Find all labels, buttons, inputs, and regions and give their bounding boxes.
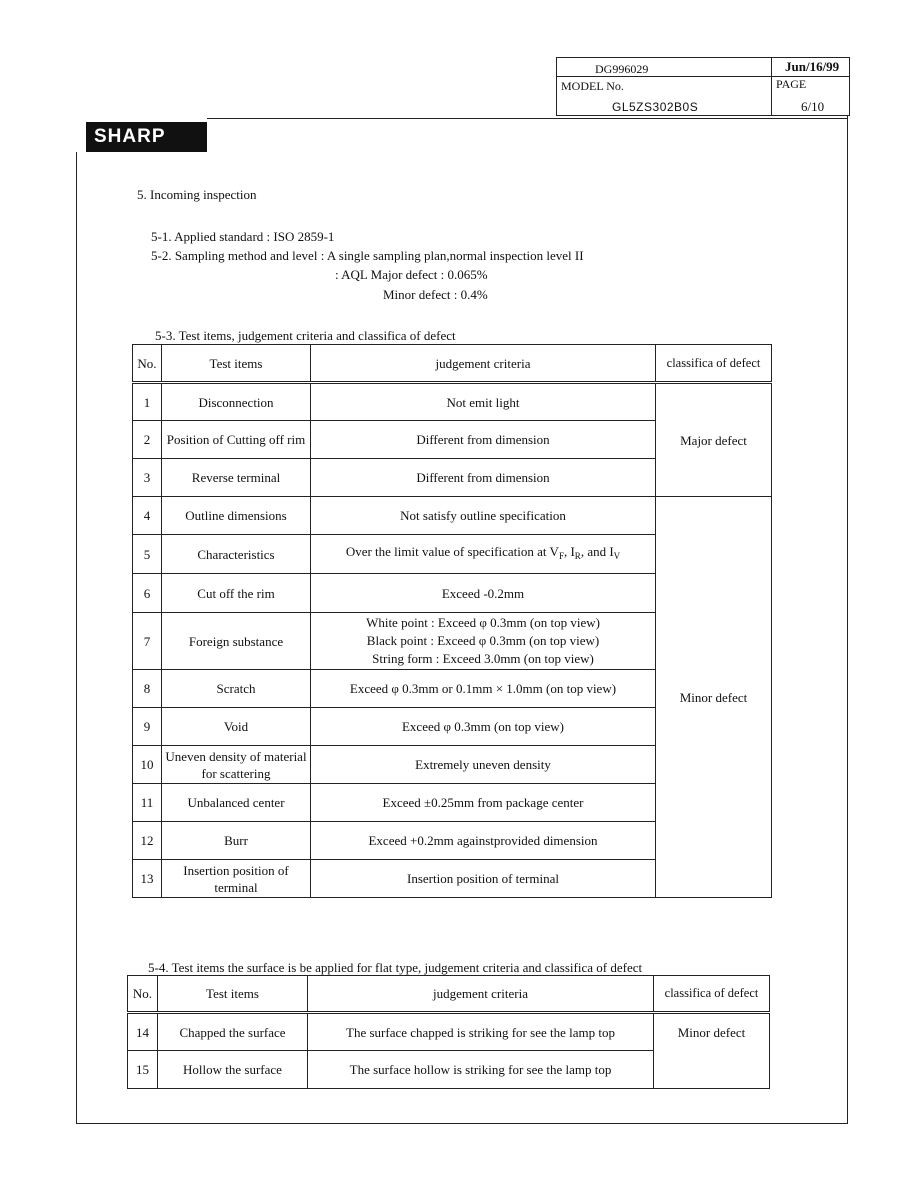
col-header-classification: classifica of defect [656, 345, 772, 383]
criteria: The surface hollow is striking for see the lamp top [308, 1051, 654, 1089]
test-item: Cut off the rim [162, 574, 311, 613]
row-number: 3 [133, 459, 162, 497]
table-row [128, 1013, 770, 1051]
criteria-sep: , I [563, 544, 575, 559]
subscript-r: R [574, 551, 581, 561]
criteria: Exceed φ 0.3mm (on top view) [311, 708, 656, 746]
row-number: 10 [133, 746, 162, 784]
col-header-classification: classifica of defect [654, 976, 770, 1013]
col-header-no: No. [128, 976, 158, 1013]
test-item: Insertion position of terminal [162, 860, 311, 898]
criteria-line: Black point : Exceed φ 0.3mm (on top view) [366, 633, 600, 648]
model-number: GL5ZS302B0S [612, 100, 699, 114]
inspection-table [132, 344, 772, 898]
aql-major: : AQL Major defect : 0.065% [335, 267, 488, 282]
frame-top-rule [207, 118, 848, 119]
test-item: Uneven density of material for scattering [162, 746, 311, 784]
test-item: Disconnection [162, 383, 311, 421]
test-item: Void [162, 708, 311, 746]
criteria: Different from dimension [311, 459, 656, 497]
criteria [311, 613, 656, 670]
frame-right-rule [847, 116, 848, 1124]
table-row [133, 497, 772, 535]
col-header-test-items: Test items [158, 976, 308, 1013]
row-number: 2 [133, 421, 162, 459]
row-number: 4 [133, 497, 162, 535]
criteria: Insertion position of terminal [311, 860, 656, 898]
criteria-line: White point : Exceed φ 0.3mm (on top view) [366, 615, 600, 630]
test-item: Burr [162, 822, 311, 860]
sharp-logo: SHARP [86, 122, 207, 152]
col-header-criteria: judgement criteria [311, 345, 656, 383]
criteria: The surface chapped is striking for see the lamp top [308, 1013, 654, 1051]
col-header-criteria: judgement criteria [308, 976, 654, 1013]
test-item: Outline dimensions [162, 497, 311, 535]
class-minor: Minor defect [654, 1013, 770, 1089]
criteria-line: String form : Exceed 3.0mm (on top view) [372, 651, 594, 666]
test-item: Reverse terminal [162, 459, 311, 497]
criteria [311, 535, 656, 574]
criteria: Exceed -0.2mm [311, 574, 656, 613]
doc-date: Jun/16/99 [785, 59, 840, 74]
table1-caption: 5-3. Test items, judgement criteria and classifica of defect [155, 328, 456, 343]
test-item: Characteristics [162, 535, 311, 574]
frame-bottom-rule [76, 1123, 848, 1124]
model-label: MODEL No. [561, 79, 624, 93]
row-number: 9 [133, 708, 162, 746]
row-number: 1 [133, 383, 162, 421]
row-number: 7 [133, 613, 162, 670]
row-number: 12 [133, 822, 162, 860]
test-item: Hollow the surface [158, 1051, 308, 1089]
page-number: 6/10 [801, 99, 825, 114]
row-number: 14 [128, 1013, 158, 1051]
sampling-method: 5-2. Sampling method and level : A single sampling plan,normal inspection level II [151, 248, 584, 263]
section-title: 5. Incoming inspection [137, 187, 257, 202]
test-item: Chapped the surface [158, 1013, 308, 1051]
table-row [133, 383, 772, 421]
flat-type-table [127, 975, 770, 1089]
criteria: Different from dimension [311, 421, 656, 459]
criteria: Not satisfy outline specification [311, 497, 656, 535]
applied-standard: 5-1. Applied standard : ISO 2859-1 [151, 229, 335, 244]
test-item: Unbalanced center [162, 784, 311, 822]
criteria: Exceed ±0.25mm from package center [311, 784, 656, 822]
test-item: Foreign substance [162, 613, 311, 670]
aql-minor: Minor defect : 0.4% [383, 287, 488, 302]
doc-number: DG996029 [595, 62, 649, 76]
row-number: 11 [133, 784, 162, 822]
page-label: PAGE [776, 77, 807, 91]
test-item: Position of Cutting off rim [162, 421, 311, 459]
criteria-text: Over the limit value of specification at V [345, 544, 559, 559]
subscript-f: F [558, 551, 564, 561]
row-number: 8 [133, 670, 162, 708]
row-number: 5 [133, 535, 162, 574]
criteria: Extremely uneven density [311, 746, 656, 784]
subscript-v: V [613, 551, 621, 561]
table2-caption: 5-4. Test items the surface is be applied for flat type, judgement criteria and classifica of defect [148, 960, 643, 975]
criteria: Exceed φ 0.3mm or 0.1mm × 1.0mm (on top view) [311, 670, 656, 708]
criteria: Not emit light [311, 383, 656, 421]
col-header-no: No. [133, 345, 162, 383]
document-header [556, 57, 850, 116]
test-item: Scratch [162, 670, 311, 708]
criteria: Exceed +0.2mm againstprovided dimension [311, 822, 656, 860]
frame-left-rule [76, 152, 77, 1124]
class-minor: Minor defect [656, 497, 772, 898]
row-number: 13 [133, 860, 162, 898]
col-header-test-items: Test items [162, 345, 311, 383]
class-major: Major defect [656, 383, 772, 497]
criteria-sep: , and I [580, 544, 614, 559]
row-number: 6 [133, 574, 162, 613]
row-number: 15 [128, 1051, 158, 1089]
